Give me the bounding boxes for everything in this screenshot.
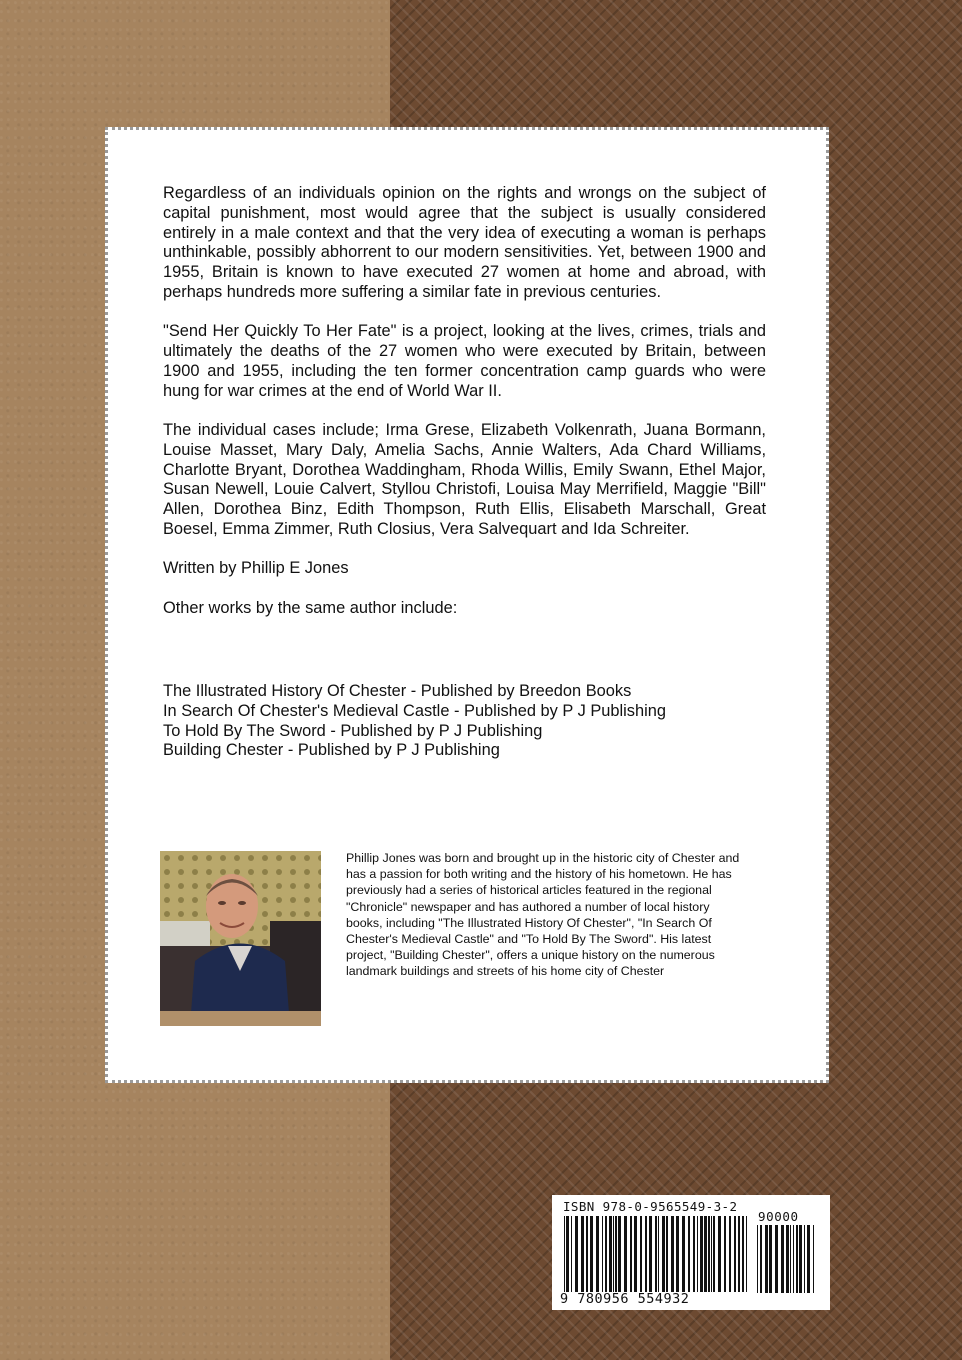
barcode-bar	[605, 1216, 607, 1292]
barcode-bar	[624, 1216, 627, 1292]
other-work-item: Building Chester - Published by P J Publishing	[163, 741, 500, 760]
barcode-bar	[615, 1216, 617, 1292]
barcode-bar	[711, 1216, 712, 1292]
barcode-bar	[630, 1216, 632, 1292]
barcode-bar	[742, 1216, 744, 1292]
barcode-bar	[590, 1216, 593, 1292]
barcode-bar	[760, 1225, 762, 1293]
other-work-item: To Hold By The Sword - Published by P J Publishing	[163, 721, 543, 740]
barcode-bar	[676, 1216, 679, 1292]
blurb-paragraph-1: Regardless of an individuals opinion on the rights and wrongs on the subject of capital punishment, most would agree that the subject is usually considered entirely in a male context and that the very idea of executing a woman is perhaps unthinkable, possibly abhorrent to our modern sensitivities. Yet, between 1900 and 1955, Britain is known to have executed 27 women at home and abroad, with perhaps hundreds more suffering a similar fate in previous centuries.	[163, 184, 766, 301]
barcode-bar	[796, 1225, 798, 1293]
ean-barcode-bars	[564, 1216, 750, 1292]
barcode-bar	[634, 1216, 637, 1292]
barcode-bar	[640, 1216, 642, 1292]
barcode-bar	[688, 1216, 690, 1292]
barcode-bar	[813, 1225, 814, 1293]
back-cover-text-panel	[105, 127, 829, 1083]
barcode-bar	[700, 1216, 703, 1292]
barcode-bar	[775, 1225, 778, 1293]
barcode-bar	[596, 1216, 599, 1292]
barcode-bar	[693, 1216, 695, 1292]
author-photo-image	[160, 851, 321, 1026]
barcode-bar	[807, 1225, 810, 1293]
other-works-heading: Other works by the same author include:	[163, 598, 458, 617]
barcode-bar	[746, 1216, 747, 1292]
barcode-bar	[769, 1225, 772, 1293]
barcode-bar	[765, 1225, 768, 1293]
barcode-bar	[571, 1216, 572, 1292]
ean-digits: 9 780956 554932	[560, 1291, 690, 1307]
barcode-bar	[738, 1216, 740, 1292]
other-works-list	[163, 682, 783, 761]
barcode-bar	[658, 1216, 659, 1292]
blurb	[163, 184, 766, 638]
author-bio: Phillip Jones was born and brought up in the historic city of Chester and has a passion for both writing and the history of his hometown. He has previously had a series of historical articles featured in the regional "Chronicle" newspaper and has authored a number of local history books, including "The Illustrated History Of Chester", "In Search Of Chester's Medieval Castle" and "To Hold By The Sword". His latest project, "Building Chester", offers a unique history on the numerous landmark buildings and streets of his home city of Chester	[346, 851, 740, 979]
barcode-bar	[618, 1216, 621, 1292]
barcode-bar	[645, 1216, 647, 1292]
barcode-bar	[724, 1216, 726, 1292]
barcode-bar	[781, 1225, 784, 1293]
author-line: Written by Phillip E Jones	[163, 559, 349, 578]
barcode-bar	[799, 1225, 802, 1293]
barcode-bar	[786, 1225, 789, 1293]
barcode-bar	[609, 1216, 612, 1292]
barcode-bar	[666, 1216, 668, 1292]
barcode-bar	[581, 1216, 584, 1292]
barcode-bar	[708, 1216, 710, 1292]
barcode-bar	[734, 1216, 736, 1292]
barcode-bar	[757, 1225, 758, 1293]
barcode-bar	[697, 1216, 698, 1292]
other-work-item: In Search Of Chester's Medieval Castle - Published by P J Publishing	[163, 701, 666, 720]
barcode-bar	[649, 1216, 652, 1292]
barcode-bar	[662, 1216, 665, 1292]
barcode-bar	[793, 1225, 794, 1293]
barcode-bar	[804, 1225, 805, 1293]
barcode-bar	[671, 1216, 674, 1292]
barcode-bar	[790, 1225, 791, 1293]
barcode-bar	[586, 1216, 588, 1292]
blurb-paragraph-2: "Send Her Quickly To Her Fate" is a project, looking at the lives, crimes, trials and ultimately the deaths of the 27 women who were executed by Britain, between 1900 and 1955, including the ten former concentration camp guards who were hung for war crimes at the end of World War II.	[163, 322, 766, 400]
barcode-bar	[682, 1216, 685, 1292]
barcode-bar	[655, 1216, 657, 1292]
barcode-bar	[729, 1216, 731, 1292]
other-work-item: The Illustrated History Of Chester - Published by Breedon Books	[163, 682, 632, 700]
barcode-bar	[564, 1216, 565, 1292]
barcode-bar	[575, 1216, 578, 1292]
barcode-bar	[566, 1216, 569, 1292]
barcode-bar	[704, 1216, 707, 1292]
barcode-bar	[718, 1216, 721, 1292]
barcode-bar	[713, 1216, 715, 1292]
isbn-label: ISBN 978-0-9565549-3-2	[563, 1199, 738, 1214]
author-photo	[160, 851, 321, 1026]
barcode-bar	[613, 1216, 614, 1292]
addon-barcode-bars	[757, 1225, 817, 1293]
barcode-bar	[602, 1216, 603, 1292]
isbn-barcode	[552, 1195, 830, 1310]
blurb-paragraph-3: The individual cases include; Irma Grese, Elizabeth Volkenrath, Juana Bormann, Louise Masset, Mary Daly, Amelia Sachs, Annie Walters, Ada Chard Williams, Charlotte Bryant, Dorothea Waddingham, Rhoda Willis, Emily Swann, Ethel Major, Susan Newell, Louie Calvert, Styllou Christofi, Louisa May Merrifield, Maggie "Bill" Allen, Dorothea Binz, Edith Thompson, Ruth Ellis, Elisabeth Marschall, Great Boesel, Emma Zimmer, Ruth Closius, Vera Salvequart and Ida Schreiter.	[163, 420, 766, 538]
price-code: 90000	[758, 1209, 799, 1224]
